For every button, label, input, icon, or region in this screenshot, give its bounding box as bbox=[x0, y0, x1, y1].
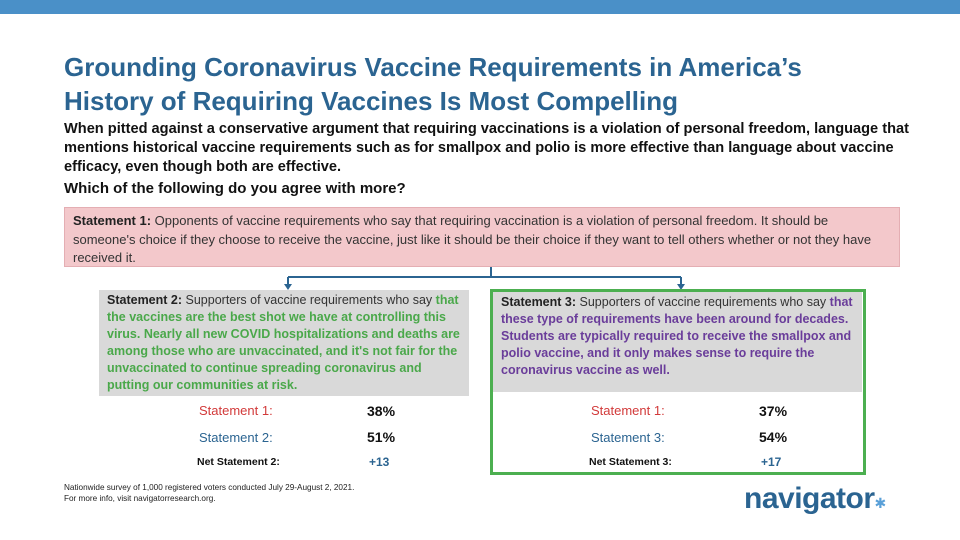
result-3-row2-label: Statement 3: bbox=[591, 430, 665, 445]
footnote-line-2: For more info, visit navigatorresearch.org. bbox=[64, 494, 216, 503]
statement-3-lead: Supporters of vaccine requirements who say bbox=[579, 295, 827, 309]
result-3-row1-value: 37% bbox=[759, 403, 788, 419]
title-line-2: History of Requiring Vaccines Is Most Compelling bbox=[64, 86, 678, 116]
result-2-row1-value: 38% bbox=[367, 403, 396, 419]
statement-3-text: that these type of requirements have been around for decades. Students are typically required to receive the smallpox and polio vaccine, and it only makes sense to require the coronavirus vaccine as well. bbox=[501, 295, 853, 377]
statement-1-text: Opponents of vaccine requirements who say that requiring vaccination is a violation of personal freedom. It should be someone's choice if they choose to receive the vaccine, just like it should be their choice if they want to tell others whether or not they have received it. bbox=[73, 213, 872, 265]
logo-text: navigator bbox=[744, 482, 875, 515]
statement-2-box bbox=[99, 290, 469, 396]
result-2-row2-label: Statement 2: bbox=[199, 430, 273, 445]
result-2-row2-value: 51% bbox=[367, 429, 396, 445]
result-3-net-value: +17 bbox=[761, 455, 782, 469]
result-2-net-label: Net Statement 2: bbox=[197, 456, 280, 468]
statement-3-box bbox=[493, 292, 862, 392]
survey-question: Which of the following do you agree with more? bbox=[64, 180, 406, 197]
statement-3-label: Statement 3: bbox=[501, 295, 577, 309]
footnote-line-1: Nationwide survey of 1,000 registered voters conducted July 29-August 2, 2021. bbox=[64, 483, 355, 492]
subtitle: When pitted against a conservative argument that requiring vaccinations is a violation of personal freedom, language that mentions historical vaccine requirements such as for smallpox and polio is more effective than language about vaccine efficacy, even though both are effective. bbox=[64, 121, 909, 175]
result-3-row1-label: Statement 1: bbox=[591, 403, 665, 418]
statement-2-label: Statement 2: bbox=[107, 293, 183, 307]
result-3-row2-value: 54% bbox=[759, 429, 788, 445]
logo-star-icon: ✱ bbox=[874, 495, 886, 511]
statement-2-text: that the vaccines are the best shot we have at controlling this virus. Nearly all new COVID hospitalizations and deaths are among those who are unvaccinated, and it's not fair for the unvaccinated to continue spreading coronavirus and putting our communities at risk. bbox=[107, 293, 460, 392]
result-3-net-label: Net Statement 3: bbox=[589, 456, 672, 468]
footnote bbox=[64, 482, 464, 504]
navigator-logo bbox=[744, 482, 886, 516]
title-line-1: Grounding Coronavirus Vaccine Requirements in America’s bbox=[64, 52, 802, 82]
statement-2-lead: Supporters of vaccine requirements who say bbox=[185, 293, 433, 307]
result-2-row1-label: Statement 1: bbox=[199, 403, 273, 418]
statement-1-label: Statement 1: bbox=[73, 213, 152, 228]
result-2-net-value: +13 bbox=[369, 455, 390, 469]
